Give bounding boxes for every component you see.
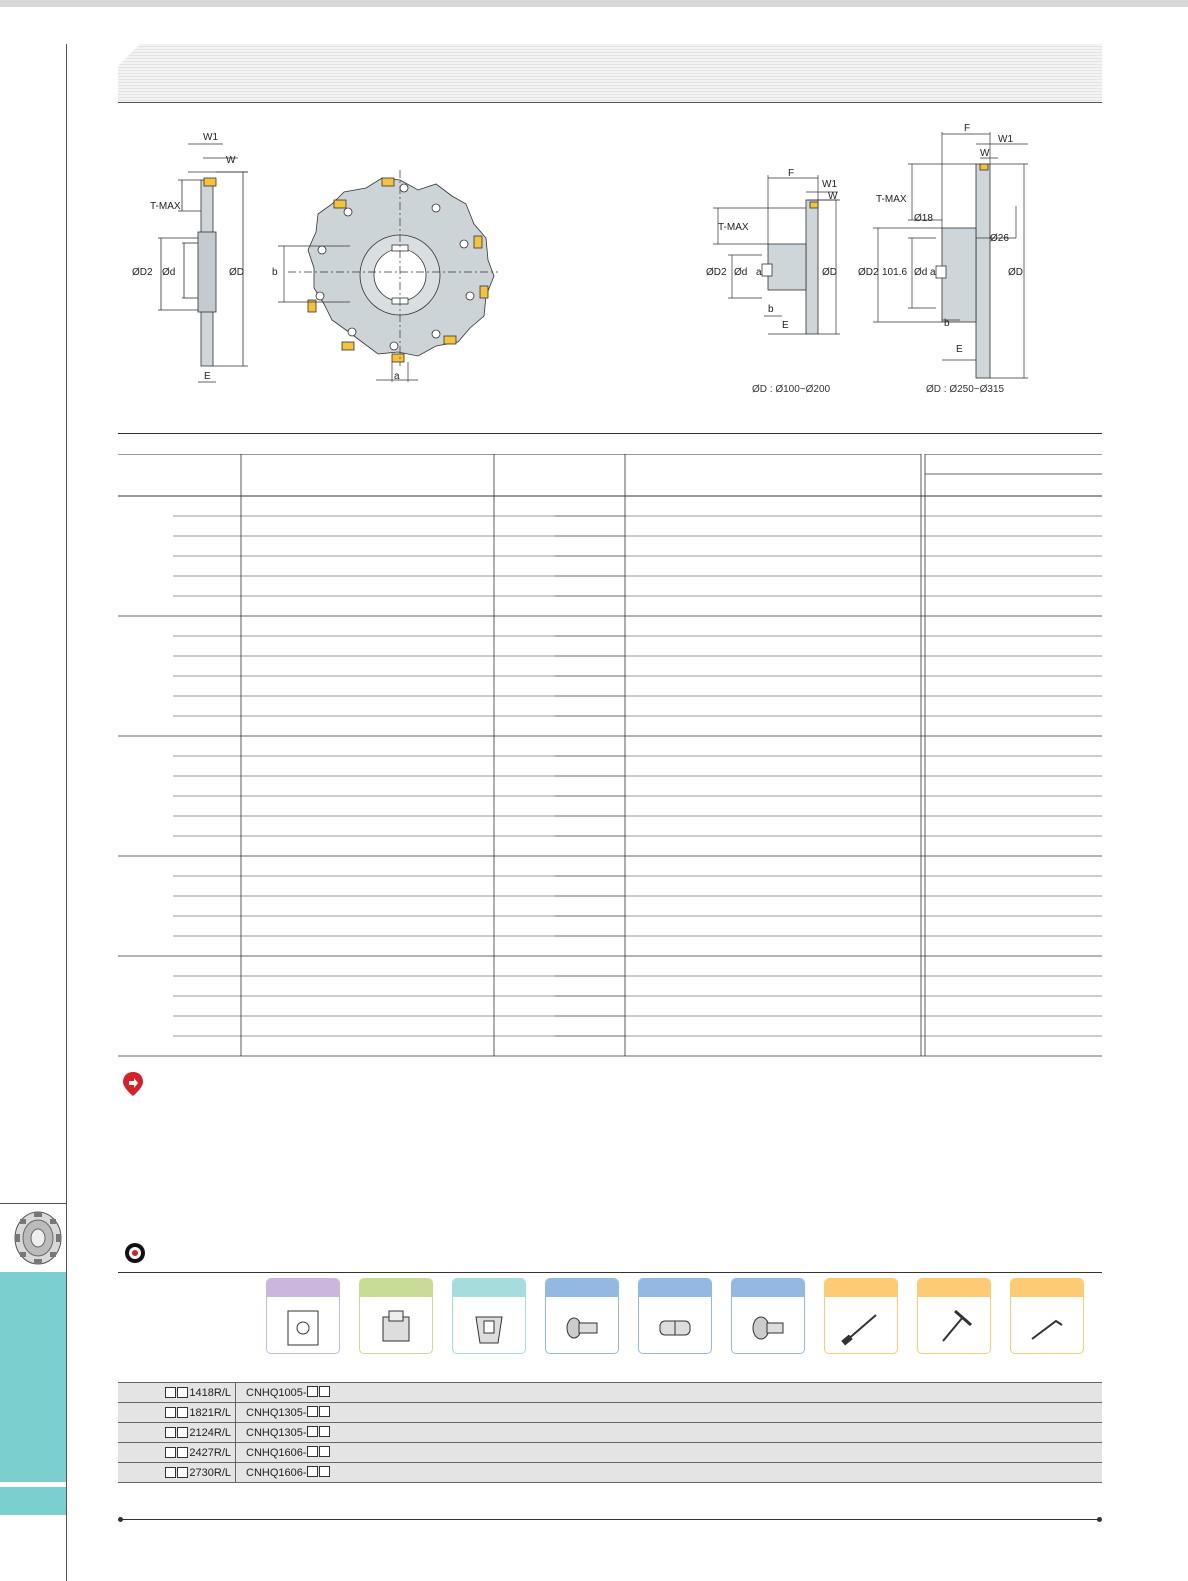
svg-text:b: b bbox=[768, 304, 774, 315]
screwdriver-card bbox=[824, 1278, 898, 1354]
double-screw-card bbox=[638, 1278, 712, 1354]
clamp-screw-icon bbox=[743, 1303, 793, 1351]
sidebar-divider bbox=[0, 1203, 66, 1204]
svg-text:ØD : Ø250~Ø315: ØD : Ø250~Ø315 bbox=[926, 384, 1005, 395]
wedge-icon bbox=[464, 1303, 514, 1351]
section-header-band bbox=[118, 44, 1102, 103]
svg-text:W1: W1 bbox=[822, 179, 837, 190]
svg-text:ØD : Ø100~Ø200: ØD : Ø100~Ø200 bbox=[752, 384, 831, 395]
svg-text:F: F bbox=[964, 123, 971, 134]
card-header bbox=[1011, 1279, 1083, 1297]
t-wrench-card bbox=[917, 1278, 991, 1354]
wedge-card bbox=[452, 1278, 526, 1354]
parts-section-icon bbox=[124, 1242, 146, 1264]
svg-text:E: E bbox=[956, 344, 963, 355]
svg-text:W: W bbox=[828, 191, 838, 202]
t-wrench-icon bbox=[929, 1303, 979, 1351]
screwdriver-icon bbox=[836, 1303, 886, 1351]
clamp-screw-card bbox=[731, 1278, 805, 1354]
card-header bbox=[825, 1279, 897, 1297]
svg-text:a: a bbox=[394, 371, 400, 382]
hex-key-icon bbox=[1022, 1303, 1072, 1351]
card-header bbox=[453, 1279, 525, 1297]
svg-text:a: a bbox=[930, 267, 936, 278]
svg-text:E: E bbox=[204, 371, 211, 382]
sidebar-tab-strip bbox=[0, 1487, 66, 1515]
card-header bbox=[360, 1279, 432, 1297]
double-screw-icon bbox=[650, 1303, 700, 1351]
svg-text:a: a bbox=[756, 267, 762, 278]
svg-text:ØD: ØD bbox=[229, 267, 244, 278]
svg-text:W: W bbox=[226, 155, 236, 166]
svg-text:ØD: ØD bbox=[1008, 267, 1023, 278]
cutter-thumbnail-icon bbox=[12, 1210, 64, 1266]
svg-text:F: F bbox=[788, 168, 795, 179]
footer-dot-right bbox=[1097, 1517, 1102, 1522]
screw-card bbox=[545, 1278, 619, 1354]
spec-table-top-rule bbox=[118, 433, 1102, 434]
sidebar-tab-active bbox=[0, 1272, 66, 1482]
svg-text:101.6: 101.6 bbox=[882, 267, 908, 278]
svg-text:ØD2: ØD2 bbox=[858, 267, 879, 278]
table-row: 2124R/L CNHQ1305- bbox=[118, 1422, 1102, 1442]
svg-text:Ød: Ød bbox=[162, 267, 176, 278]
technical-drawings bbox=[118, 120, 1102, 420]
parts-top-rule bbox=[118, 1272, 1102, 1273]
top-bar bbox=[0, 0, 1188, 7]
table-row: 2730R/L CNHQ1606- bbox=[118, 1462, 1102, 1483]
footer-dot-left bbox=[118, 1517, 123, 1522]
locator-card bbox=[359, 1278, 433, 1354]
table-row: 1821R/L CNHQ1305- bbox=[118, 1402, 1102, 1422]
svg-text:ØD2: ØD2 bbox=[706, 267, 727, 278]
parts-table bbox=[118, 1382, 1102, 1483]
svg-text:b: b bbox=[272, 267, 278, 278]
svg-text:ØD2: ØD2 bbox=[132, 267, 153, 278]
svg-text:W1: W1 bbox=[203, 132, 218, 143]
insert-icon bbox=[278, 1303, 328, 1351]
svg-text:Ø26: Ø26 bbox=[990, 233, 1009, 244]
note-icon bbox=[122, 1071, 144, 1097]
svg-text:T-MAX: T-MAX bbox=[150, 201, 181, 212]
insert-card bbox=[266, 1278, 340, 1354]
footer-rule bbox=[120, 1519, 1100, 1520]
svg-text:W: W bbox=[980, 148, 990, 159]
parts-icons-row bbox=[118, 1278, 1102, 1370]
svg-text:W1: W1 bbox=[998, 134, 1013, 145]
hex-key-card bbox=[1010, 1278, 1084, 1354]
card-header bbox=[918, 1279, 990, 1297]
card-header bbox=[546, 1279, 618, 1297]
screw-icon bbox=[557, 1303, 607, 1351]
table-row: 1418R/L CNHQ1005- bbox=[118, 1382, 1102, 1402]
svg-text:Ø18: Ø18 bbox=[914, 213, 933, 224]
locator-icon bbox=[371, 1303, 421, 1351]
svg-text:T-MAX: T-MAX bbox=[718, 222, 749, 233]
card-header bbox=[267, 1279, 339, 1297]
card-header bbox=[639, 1279, 711, 1297]
svg-text:Ød: Ød bbox=[734, 267, 748, 278]
svg-text:ØD: ØD bbox=[822, 267, 837, 278]
svg-text:Ød: Ød bbox=[914, 267, 928, 278]
svg-text:E: E bbox=[782, 320, 789, 331]
svg-text:b: b bbox=[944, 318, 950, 329]
card-header bbox=[732, 1279, 804, 1297]
specification-table bbox=[118, 454, 1102, 1064]
svg-text:T-MAX: T-MAX bbox=[876, 194, 907, 205]
table-row: 2427R/L CNHQ1606- bbox=[118, 1442, 1102, 1462]
